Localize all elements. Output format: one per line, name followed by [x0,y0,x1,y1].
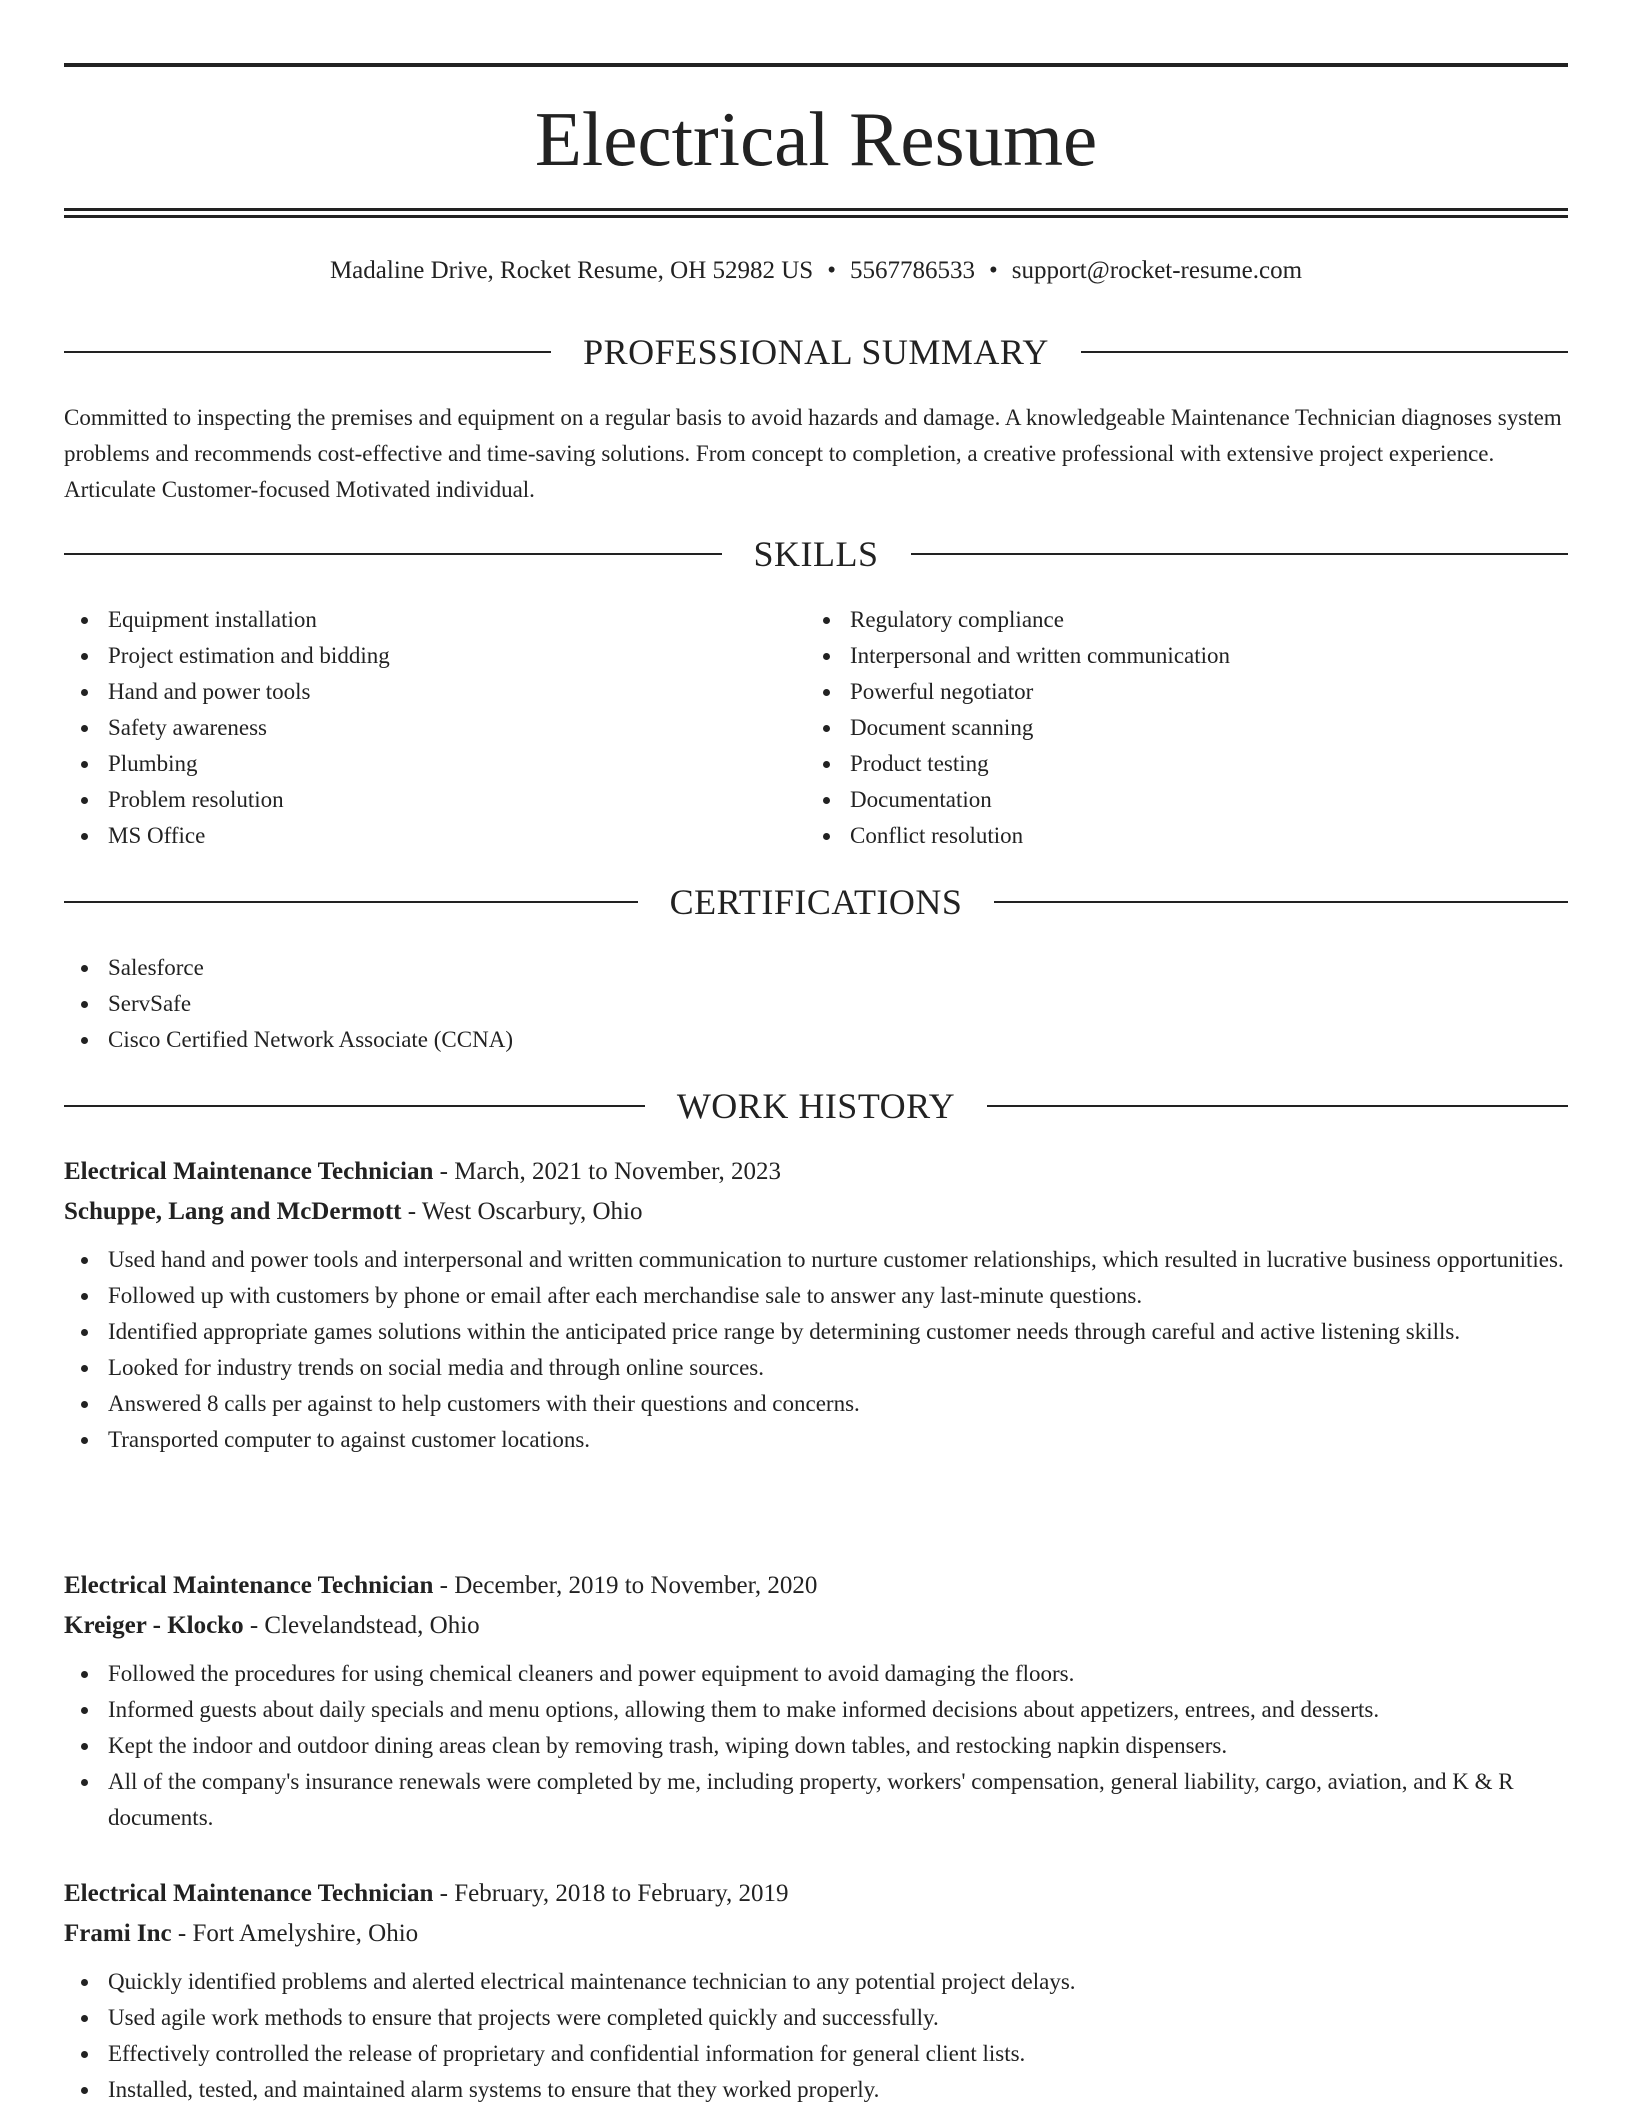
header-double-rule-lower [64,215,1568,218]
certifications-list [64,950,1568,1058]
list-item: Quickly identified problems and alerted electrical maintenance technician to any potential project delays. [64,1964,1568,2000]
section-heading-summary [64,330,1568,374]
divider-line [64,901,638,903]
job-company: Frami Inc [64,1920,172,1947]
list-item: Problem resolution [64,782,806,818]
job-location: - Clevelandstead, Ohio [243,1612,480,1639]
list-item: All of the company's insurance renewals were completed by me, including property, workers' compensation, general liability, cargo, aviation, and K & R documents. [64,1764,1568,1836]
section-title: CERTIFICATIONS [669,882,963,922]
contact-separator: • [988,257,998,284]
list-item: Cisco Certified Network Associate (CCNA) [64,1022,1568,1058]
job-dates: - December, 2019 to November, 2020 [433,1572,818,1599]
divider-line [911,553,1569,555]
section-heading-certifications [64,880,1568,924]
section-title: WORK HISTORY [676,1086,956,1126]
list-item: ServSafe [64,986,1568,1022]
job-company-line [64,1192,1568,1232]
list-item: Document scanning [806,710,1568,746]
list-item: Project estimation and bidding [64,638,806,674]
list-item: Powerful negotiator [806,674,1568,710]
list-item: Safety awareness [64,710,806,746]
divider-line [64,553,722,555]
job-bullets [64,1964,1568,2108]
job-entry [64,1152,1568,1458]
job-location: - West Oscarbury, Ohio [401,1198,643,1225]
list-item: Used hand and power tools and interpersonal and written communication to nurture customer relationships, which resulted in lucrative business opportunities. [64,1242,1568,1278]
section-title: PROFESSIONAL SUMMARY [583,332,1049,372]
divider-line [994,901,1568,903]
list-item: Plumbing [64,746,806,782]
list-item: Answered 8 calls per against to help customers with their questions and concerns. [64,1386,1568,1422]
job-bullets [64,1656,1568,1836]
section-title: SKILLS [753,534,879,574]
list-item: Regulatory compliance [806,602,1568,638]
contact-email: support@rocket-resume.com [1011,257,1303,284]
list-item: Documentation [806,782,1568,818]
resume-title: Electrical Resume [534,96,1098,182]
section-heading-skills [64,532,1568,576]
list-item: Transported computer to against customer locations. [64,1422,1568,1458]
list-item: Followed the procedures for using chemical cleaners and power equipment to avoid damaging the floors. [64,1656,1568,1692]
job-entry [64,1566,1568,1836]
list-item: Hand and power tools [64,674,806,710]
job-title-line [64,1566,1568,1606]
job-title: Electrical Maintenance Technician [64,1572,434,1599]
job-dates: - February, 2018 to February, 2019 [433,1880,789,1907]
divider-line [64,351,551,353]
job-location: - Fort Amelyshire, Ohio [171,1920,419,1947]
job-title-line [64,1874,1568,1914]
skills-list-right [806,602,1568,854]
list-item: Salesforce [64,950,1568,986]
job-company-line [64,1914,1568,1954]
list-item: Interpersonal and written communication [806,638,1568,674]
list-item: Conflict resolution [806,818,1568,854]
job-company: Schuppe, Lang and McDermott [64,1198,402,1225]
list-item: Looked for industry trends on social media and through online sources. [64,1350,1568,1386]
summary-text: Committed to inspecting the premises and equipment on a regular basis to avoid hazards and damage. A knowledgeable Maintenance Technician diagnoses system problems and recommends cost-effective and time-saving solutions. From concept to completion, a creative professional with extensive project experience. Articulate Customer-focused Motivated individual. [64,405,1562,502]
job-dates: - March, 2021 to November, 2023 [433,1158,781,1185]
job-title: Electrical Maintenance Technician [64,1880,434,1907]
list-item: Identified appropriate games solutions within the anticipated price range by determining customer needs through careful and active listening skills. [64,1314,1568,1350]
divider-line [987,1105,1568,1107]
job-company-line [64,1606,1568,1646]
list-item: Informed guests about daily specials and menu options, allowing them to make informed decisions about appetizers, entrees, and desserts. [64,1692,1568,1728]
list-item: Installed, tested, and maintained alarm systems to ensure that they worked properly. [64,2072,1568,2108]
header-top-rule [64,63,1568,67]
list-item: Kept the indoor and outdoor dining areas clean by removing trash, wiping down tables, and restocking napkin dispensers. [64,1728,1568,1764]
list-item: MS Office [64,818,806,854]
contact-phone: 5567786533 [849,257,975,284]
divider-line [64,1105,645,1107]
skills-list-left [64,602,806,854]
divider-line [1081,351,1568,353]
contact-separator: • [827,257,836,284]
job-title: Electrical Maintenance Technician [64,1158,434,1185]
header-double-rule-upper [64,208,1568,211]
job-bullets [64,1242,1568,1458]
section-heading-work-history [64,1084,1568,1128]
job-title-line [64,1152,1568,1192]
list-item: Product testing [806,746,1568,782]
job-entry [64,1874,1568,2108]
list-item: Followed up with customers by phone or email after each merchandise sale to answer any last-minute questions. [64,1278,1568,1314]
job-company: Kreiger - Klocko [64,1612,244,1639]
list-item: Used agile work methods to ensure that projects were completed quickly and successfully. [64,2000,1568,2036]
contact-address: Madaline Drive, Rocket Resume, OH 52982 US [329,257,814,284]
list-item: Equipment installation [64,602,806,638]
contact-line [64,256,1568,286]
list-item: Effectively controlled the release of proprietary and confidential information for general client lists. [64,2036,1568,2072]
